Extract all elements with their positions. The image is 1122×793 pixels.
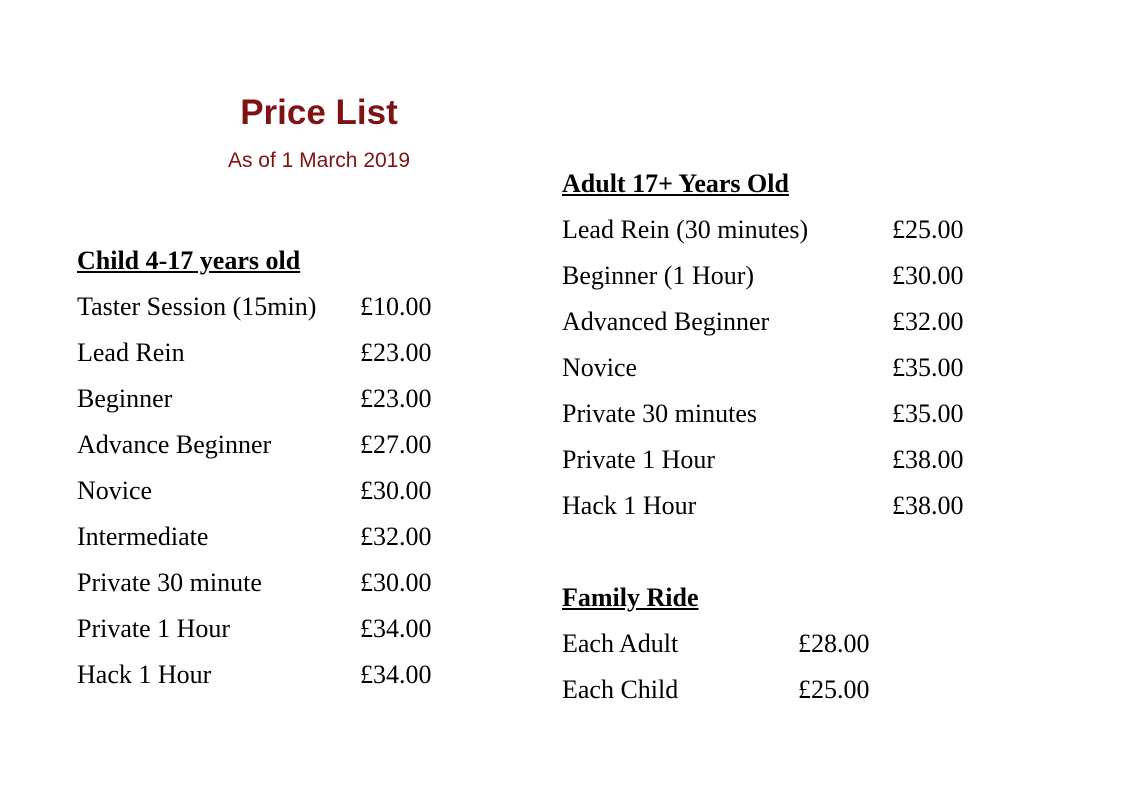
family-ride-section bbox=[562, 575, 870, 713]
child-section-heading: Child 4-17 years old bbox=[77, 246, 301, 275]
item-price: £23.00 bbox=[360, 384, 432, 413]
item-name: Taster Session (15min) bbox=[77, 292, 317, 321]
item-name: Novice bbox=[77, 476, 153, 505]
price-row bbox=[77, 652, 432, 698]
page-subtitle: As of 1 March 2019 bbox=[227, 149, 411, 172]
price-row bbox=[77, 284, 432, 330]
item-name: Private 1 Hour bbox=[562, 445, 716, 474]
item-price: £34.00 bbox=[360, 614, 432, 643]
item-name: Advance Beginner bbox=[77, 430, 272, 459]
item-price: £30.00 bbox=[360, 568, 432, 597]
price-row bbox=[77, 514, 432, 560]
item-price: £28.00 bbox=[798, 629, 870, 658]
item-price: £10.00 bbox=[360, 292, 432, 321]
price-row bbox=[562, 437, 964, 483]
item-price: £35.00 bbox=[892, 353, 964, 382]
item-name: Lead Rein (30 minutes) bbox=[562, 215, 809, 244]
price-row bbox=[77, 606, 432, 652]
price-row bbox=[77, 422, 432, 468]
price-row bbox=[562, 207, 964, 253]
item-name: Each Adult bbox=[562, 629, 679, 658]
item-name: Beginner bbox=[77, 384, 173, 413]
item-name: Private 30 minutes bbox=[562, 399, 757, 428]
item-price: £32.00 bbox=[892, 307, 964, 336]
price-row bbox=[77, 468, 432, 514]
item-price: £27.00 bbox=[360, 430, 432, 459]
item-price: £23.00 bbox=[360, 338, 432, 367]
adult-price-section bbox=[562, 161, 964, 529]
item-name: Intermediate bbox=[77, 522, 209, 551]
item-name: Each Child bbox=[562, 675, 679, 704]
price-row bbox=[562, 299, 964, 345]
child-price-section bbox=[77, 238, 432, 698]
item-name: Private 30 minute bbox=[77, 568, 262, 597]
price-row bbox=[77, 560, 432, 606]
price-row bbox=[77, 330, 432, 376]
item-name: Lead Rein bbox=[77, 338, 185, 367]
price-row bbox=[562, 667, 870, 713]
item-price: £32.00 bbox=[360, 522, 432, 551]
item-name: Beginner (1 Hour) bbox=[562, 261, 755, 290]
price-row bbox=[77, 376, 432, 422]
adult-section-heading: Adult 17+ Years Old bbox=[562, 169, 789, 198]
item-name: Hack 1 Hour bbox=[562, 491, 697, 520]
price-row bbox=[562, 621, 870, 667]
item-price: £30.00 bbox=[892, 261, 964, 290]
item-price: £34.00 bbox=[360, 660, 432, 689]
item-name: Advanced Beginner bbox=[562, 307, 770, 336]
page-title: Price List bbox=[240, 93, 398, 132]
item-price: £38.00 bbox=[892, 445, 964, 474]
item-price: £25.00 bbox=[798, 675, 870, 704]
family-section-heading: Family Ride bbox=[562, 583, 699, 612]
item-price: £25.00 bbox=[892, 215, 964, 244]
price-row bbox=[562, 391, 964, 437]
price-row bbox=[562, 345, 964, 391]
item-price: £35.00 bbox=[892, 399, 964, 428]
price-row bbox=[562, 483, 964, 529]
item-price: £38.00 bbox=[892, 491, 964, 520]
item-price: £30.00 bbox=[360, 476, 432, 505]
item-name: Hack 1 Hour bbox=[77, 660, 212, 689]
item-name: Novice bbox=[562, 353, 638, 382]
price-row bbox=[562, 253, 964, 299]
item-name: Private 1 Hour bbox=[77, 614, 231, 643]
